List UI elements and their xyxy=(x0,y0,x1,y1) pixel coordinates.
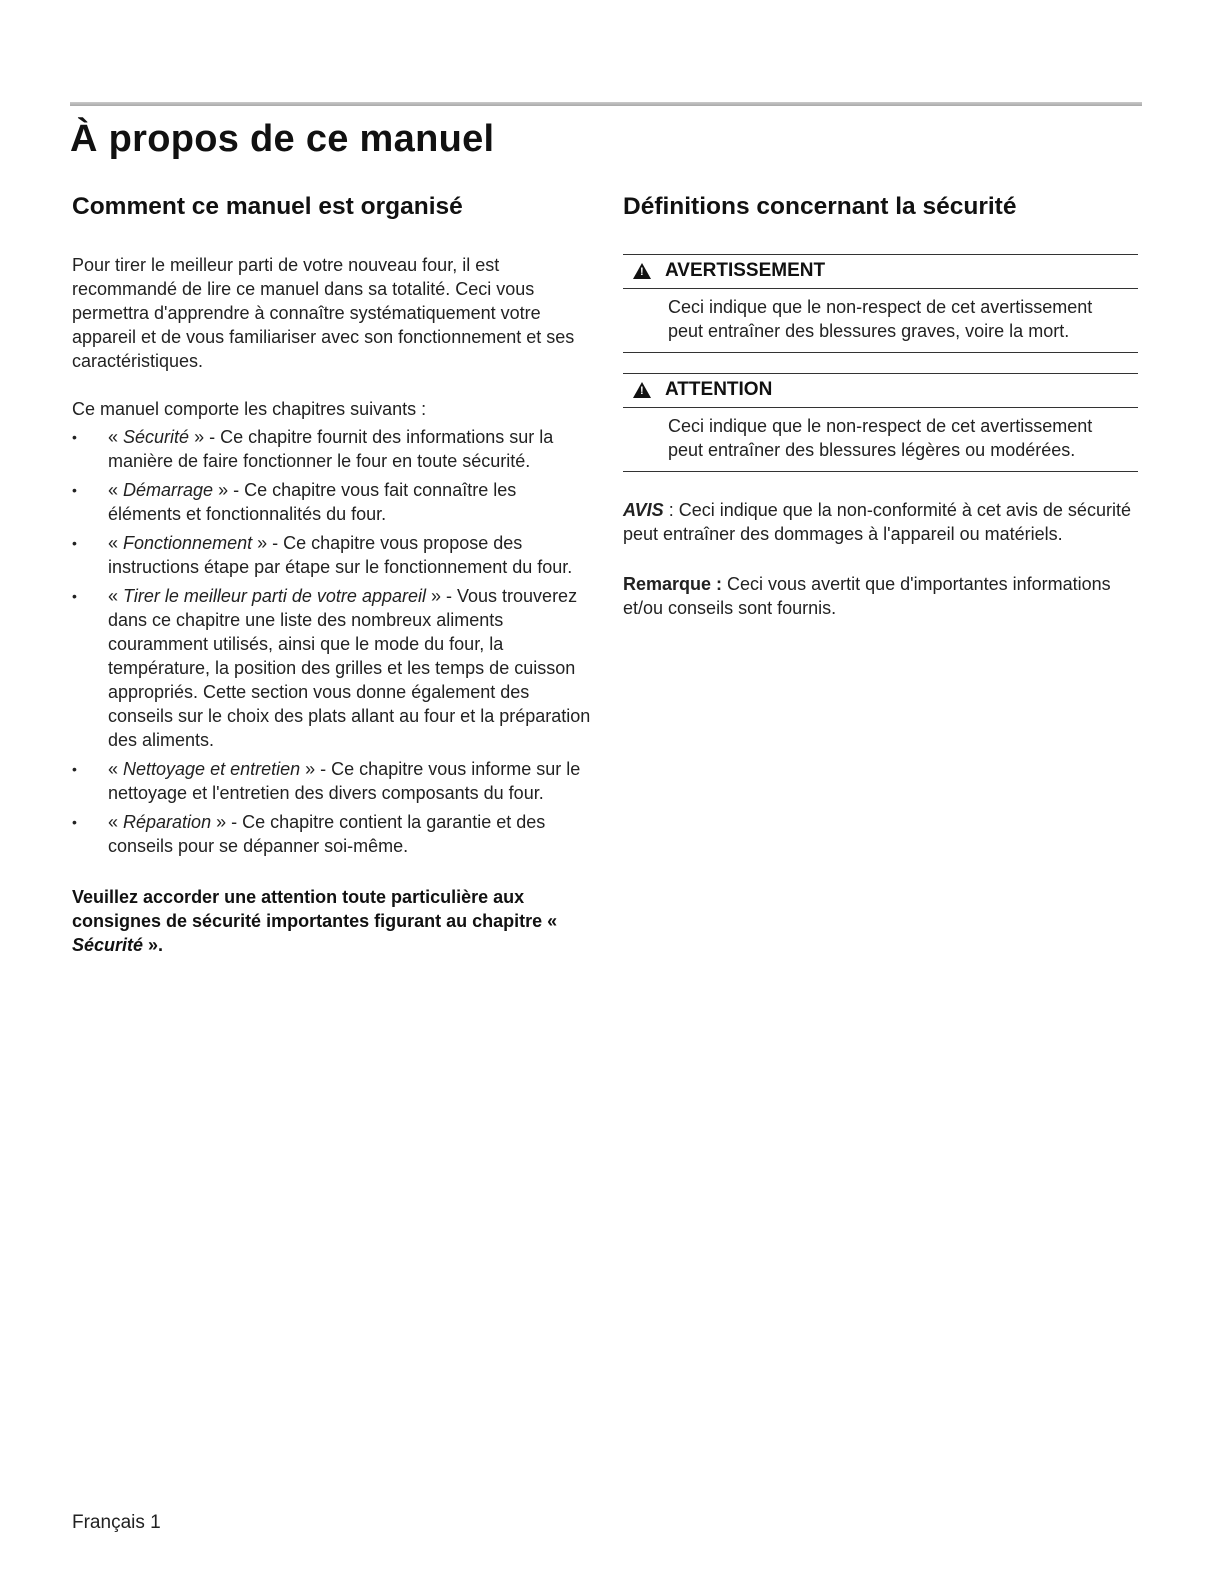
remark-label: Remarque : xyxy=(623,574,723,595)
notice-label: AVIS xyxy=(623,500,664,521)
chapter-list xyxy=(72,425,592,858)
remark-paragraph xyxy=(623,572,1138,620)
chapter-description: Ce chapitre fournit des informations sur la manière de faire fonctionner le four en toute sécurité. xyxy=(108,427,554,472)
chapter-name: Démarrage xyxy=(123,480,214,501)
caution-label: ATTENTION xyxy=(665,379,773,401)
section-heading-safety-definitions: Définitions concernant la sécurité xyxy=(623,193,1017,220)
left-column xyxy=(72,192,592,957)
bullet-icon: • xyxy=(72,814,77,831)
chapter-name: Sécurité xyxy=(123,427,190,448)
chapter-description: Ce chapitre vous informe sur le nettoyage et l'entretien des divers composants du four. xyxy=(108,759,581,804)
chapter-description: Ce chapitre vous fait connaître les éléments et fonctionnalités du four. xyxy=(108,480,517,525)
notice-text: Ceci indique que la non-conformité à cet avis de sécurité peut entraîner des dommages à l'appareil ou matériels. xyxy=(623,500,1131,545)
chapter-name: Tirer le meilleur parti de votre appareil xyxy=(123,586,426,607)
safety-emphasis-note: Veuillez accorder une attention toute particulière aux consignes de sécurité importantes figurant au chapitre « Sécurité ». xyxy=(72,887,558,956)
bullet-icon: • xyxy=(72,482,77,499)
list-item: • « Fonctionnement » - Ce chapitre vous propose des instructions étape par étape sur le fonctionnement du four. xyxy=(72,533,573,578)
list-item: • « Tirer le meilleur parti de votre appareil » - Vous trouverez dans ce chapitre une liste des nombreux aliments couramment utilisés, ainsi que le mode du four, la température, la position des grilles et les temps de cuisson appropriés. Cette section vous donne également des conseils sur le choix des plats allant au four et la préparation des aliments. xyxy=(72,586,591,751)
chapter-name: Fonctionnement xyxy=(123,533,253,554)
bullet-icon: • xyxy=(72,535,77,552)
section-heading-organization: Comment ce manuel est organisé xyxy=(72,193,463,220)
warning-label: AVERTISSEMENT xyxy=(665,260,826,282)
header-rule xyxy=(70,102,1142,106)
intro-paragraph: Pour tirer le meilleur parti de votre nouveau four, il est recommandé de lire ce manuel dans sa totalité. Ceci vous permettra d'apprendre à connaître systématiquement votre appareil et de vous familiariser avec son fonctionnement et ses caractéristiques. xyxy=(72,255,575,372)
remark-text: Ceci vous avertit que d'importantes informations et/ou conseils sont fournis. xyxy=(623,574,1111,619)
caution-text: Ceci indique que le non-respect de cet avertissement peut entraîner des blessures légères ou modérées. xyxy=(668,416,1093,461)
bullet-icon: • xyxy=(72,761,77,778)
chapter-description: Ce chapitre vous propose des instructions étape par étape sur le fonctionnement du four. xyxy=(108,533,573,578)
notice-paragraph: AVIS : Ceci indique que la non-conformité à cet avis de sécurité peut entraîner des dommages à l'appareil ou matériels. xyxy=(623,500,1131,545)
list-item: • « Réparation » - Ce chapitre contient la garantie et des conseils pour se dépanner soi-même. xyxy=(72,812,546,857)
chapter-name: Réparation xyxy=(123,812,212,833)
warning-triangle-icon xyxy=(633,263,651,279)
page-title: À propos de ce manuel xyxy=(70,118,495,160)
warning-text: Ceci indique que le non-respect de cet avertissement peut entraîner des blessures graves, voire la mort. xyxy=(668,297,1093,342)
chapter-description: Vous trouverez dans ce chapitre une liste des nombreux aliments couramment utilisés, ainsi que le mode du four, la température, la position des grilles et les temps de cuisson appropriés. Cette section vous donne également des conseils sur le choix des plats allant au four et la préparation des aliments. xyxy=(108,586,591,751)
list-item: • « Démarrage » - Ce chapitre vous fait connaître les éléments et fonctionnalités du four. xyxy=(72,480,517,525)
warning-triangle-icon xyxy=(633,382,651,398)
list-item: • « Sécurité » - Ce chapitre fournit des informations sur la manière de faire fonctionner le four en toute sécurité. xyxy=(72,427,554,472)
page-footer: Français 1 xyxy=(72,1512,161,1533)
list-item: • « Nettoyage et entretien » - Ce chapitre vous informe sur le nettoyage et l'entretien des divers composants du four. xyxy=(72,759,581,804)
chapter-name: Sécurité xyxy=(72,935,144,956)
caution-box xyxy=(623,373,1138,472)
warning-box xyxy=(623,254,1138,353)
bullet-icon: • xyxy=(72,429,77,446)
chapter-name: Nettoyage et entretien xyxy=(123,759,301,780)
bullet-icon: • xyxy=(72,588,77,605)
caution-header xyxy=(623,374,1138,408)
chapters-intro: Ce manuel comporte les chapitres suivants : xyxy=(72,399,427,420)
chapter-description: Ce chapitre contient la garantie et des conseils pour se dépanner soi-même. xyxy=(108,812,546,857)
warning-header xyxy=(623,255,1138,289)
right-column xyxy=(623,192,1138,620)
